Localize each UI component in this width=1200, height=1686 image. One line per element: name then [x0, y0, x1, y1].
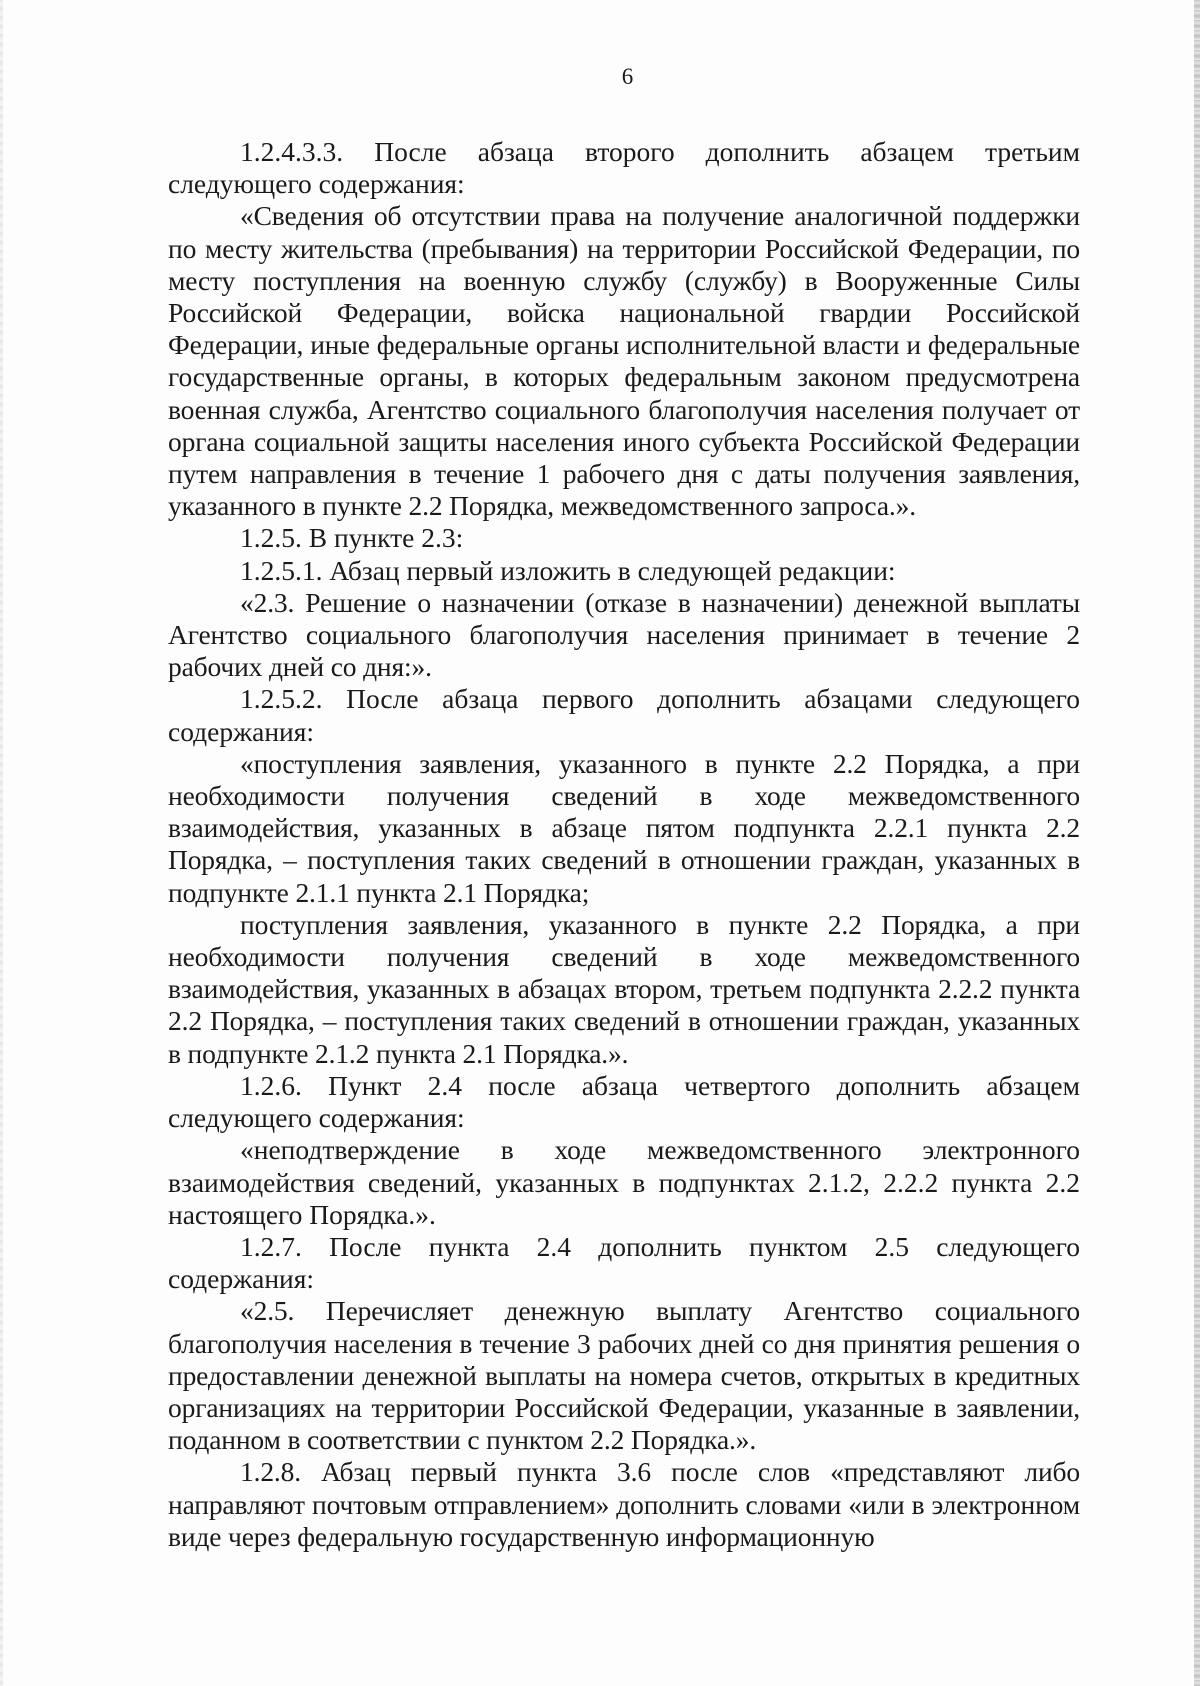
paragraph-postupleniya-2: поступления заявления, указанного в пункте 2.2 Порядка, а при необходимости получения сведений в ходе межведомственного взаимодействия, указанных в абзацах втором, третьем подпункта 2.2.2 пункта 2.2 Порядка, – поступления таких сведений в отношении граждан, указанных в подпункте 2.1.2 пункта 2.1 Порядка.».: [168, 908, 1080, 1069]
paragraph-quote-2-5: «2.5. Перечисляет денежную выплату Агентство социального благополучия населения в течение 3 рабочих дней со дня принятия решения о предоставлении денежной выплаты на номера счетов, открытых в кредитных организациях на территории Российской Федерации, указанные в заявлении, поданном в соответствии с пунктом 2.2 Порядка.».: [168, 1295, 1080, 1456]
paragraph-1-2-8: 1.2.8. Абзац первый пункта 3.6 после слов «представляют либо направляют почтовым отправлением» дополнить словами «или в электронном виде через федеральную государственную информационную: [168, 1456, 1080, 1552]
paragraph-quote-nepodtverzhdenie: «неподтверждение в ходе межведомственного электронного взаимодействия сведений, указанных в подпунктах 2.1.2, 2.2.2 пункта 2.2 настоящего Порядка.».: [168, 1134, 1080, 1230]
paragraph-1-2-5-2: 1.2.5.2. После абзаца первого дополнить абзацами следующего содержания:: [168, 683, 1080, 747]
paragraph-quote-svedeniya: «Сведения об отсутствии права на получение аналогичной поддержки по месту жительства (пребывания) на территории Российской Федерации, по месту поступления на военную службу (службу) в Вооруженные Силы Российской Федерации, войска национальной гвардии Российской Федерации, иные федеральные органы исполнительной власти и федеральные государственные органы, в которых федеральным законом предусмотрена военная служба, Агентство социального благополучия населения получает от органа социальной защиты населения иного субъекта Российской Федерации путем направления в течение 1 рабочего дня с даты получения заявления, указанного в пункте 2.2 Порядка, межведомственного запроса.».: [168, 200, 1080, 522]
document-body: [168, 136, 1080, 1553]
scan-edge-right: [1194, 0, 1200, 1686]
paragraph-quote-2-3: «2.3. Решение о назначении (отказе в назначении) денежной выплаты Агентство социального благополучия населения принимает в течение 2 рабочих дней со дня:».: [168, 586, 1080, 683]
paragraph-1-2-4-3-3: 1.2.4.3.3. После абзаца второго дополнить абзацем третьим следующего содержания:: [168, 136, 1080, 200]
paragraph-1-2-6: 1.2.6. Пункт 2.4 после абзаца четвертого дополнить абзацем следующего содержания:: [168, 1069, 1080, 1134]
paragraph-1-2-7: 1.2.7. После пункта 2.4 дополнить пунктом 2.5 следующего содержания:: [168, 1230, 1080, 1295]
paragraph-1-2-5: 1.2.5. В пункте 2.3:: [240, 522, 464, 554]
paragraph-quote-postupleniya-1: «поступления заявления, указанного в пункте 2.2 Порядка, а при необходимости получения сведений в ходе межведомственного взаимодействия, указанных в абзаце пятом подпункта 2.2.1 пункта 2.2 Порядка, – поступления таких сведений в отношении граждан, указанных в подпункте 2.1.1 пункта 2.1 Порядка;: [168, 747, 1080, 908]
paragraph-1-2-5-1: 1.2.5.1. Абзац первый изложить в следующей редакции:: [240, 554, 896, 586]
page-number: 6: [621, 64, 634, 89]
scan-edge-left: [0, 0, 3, 1686]
